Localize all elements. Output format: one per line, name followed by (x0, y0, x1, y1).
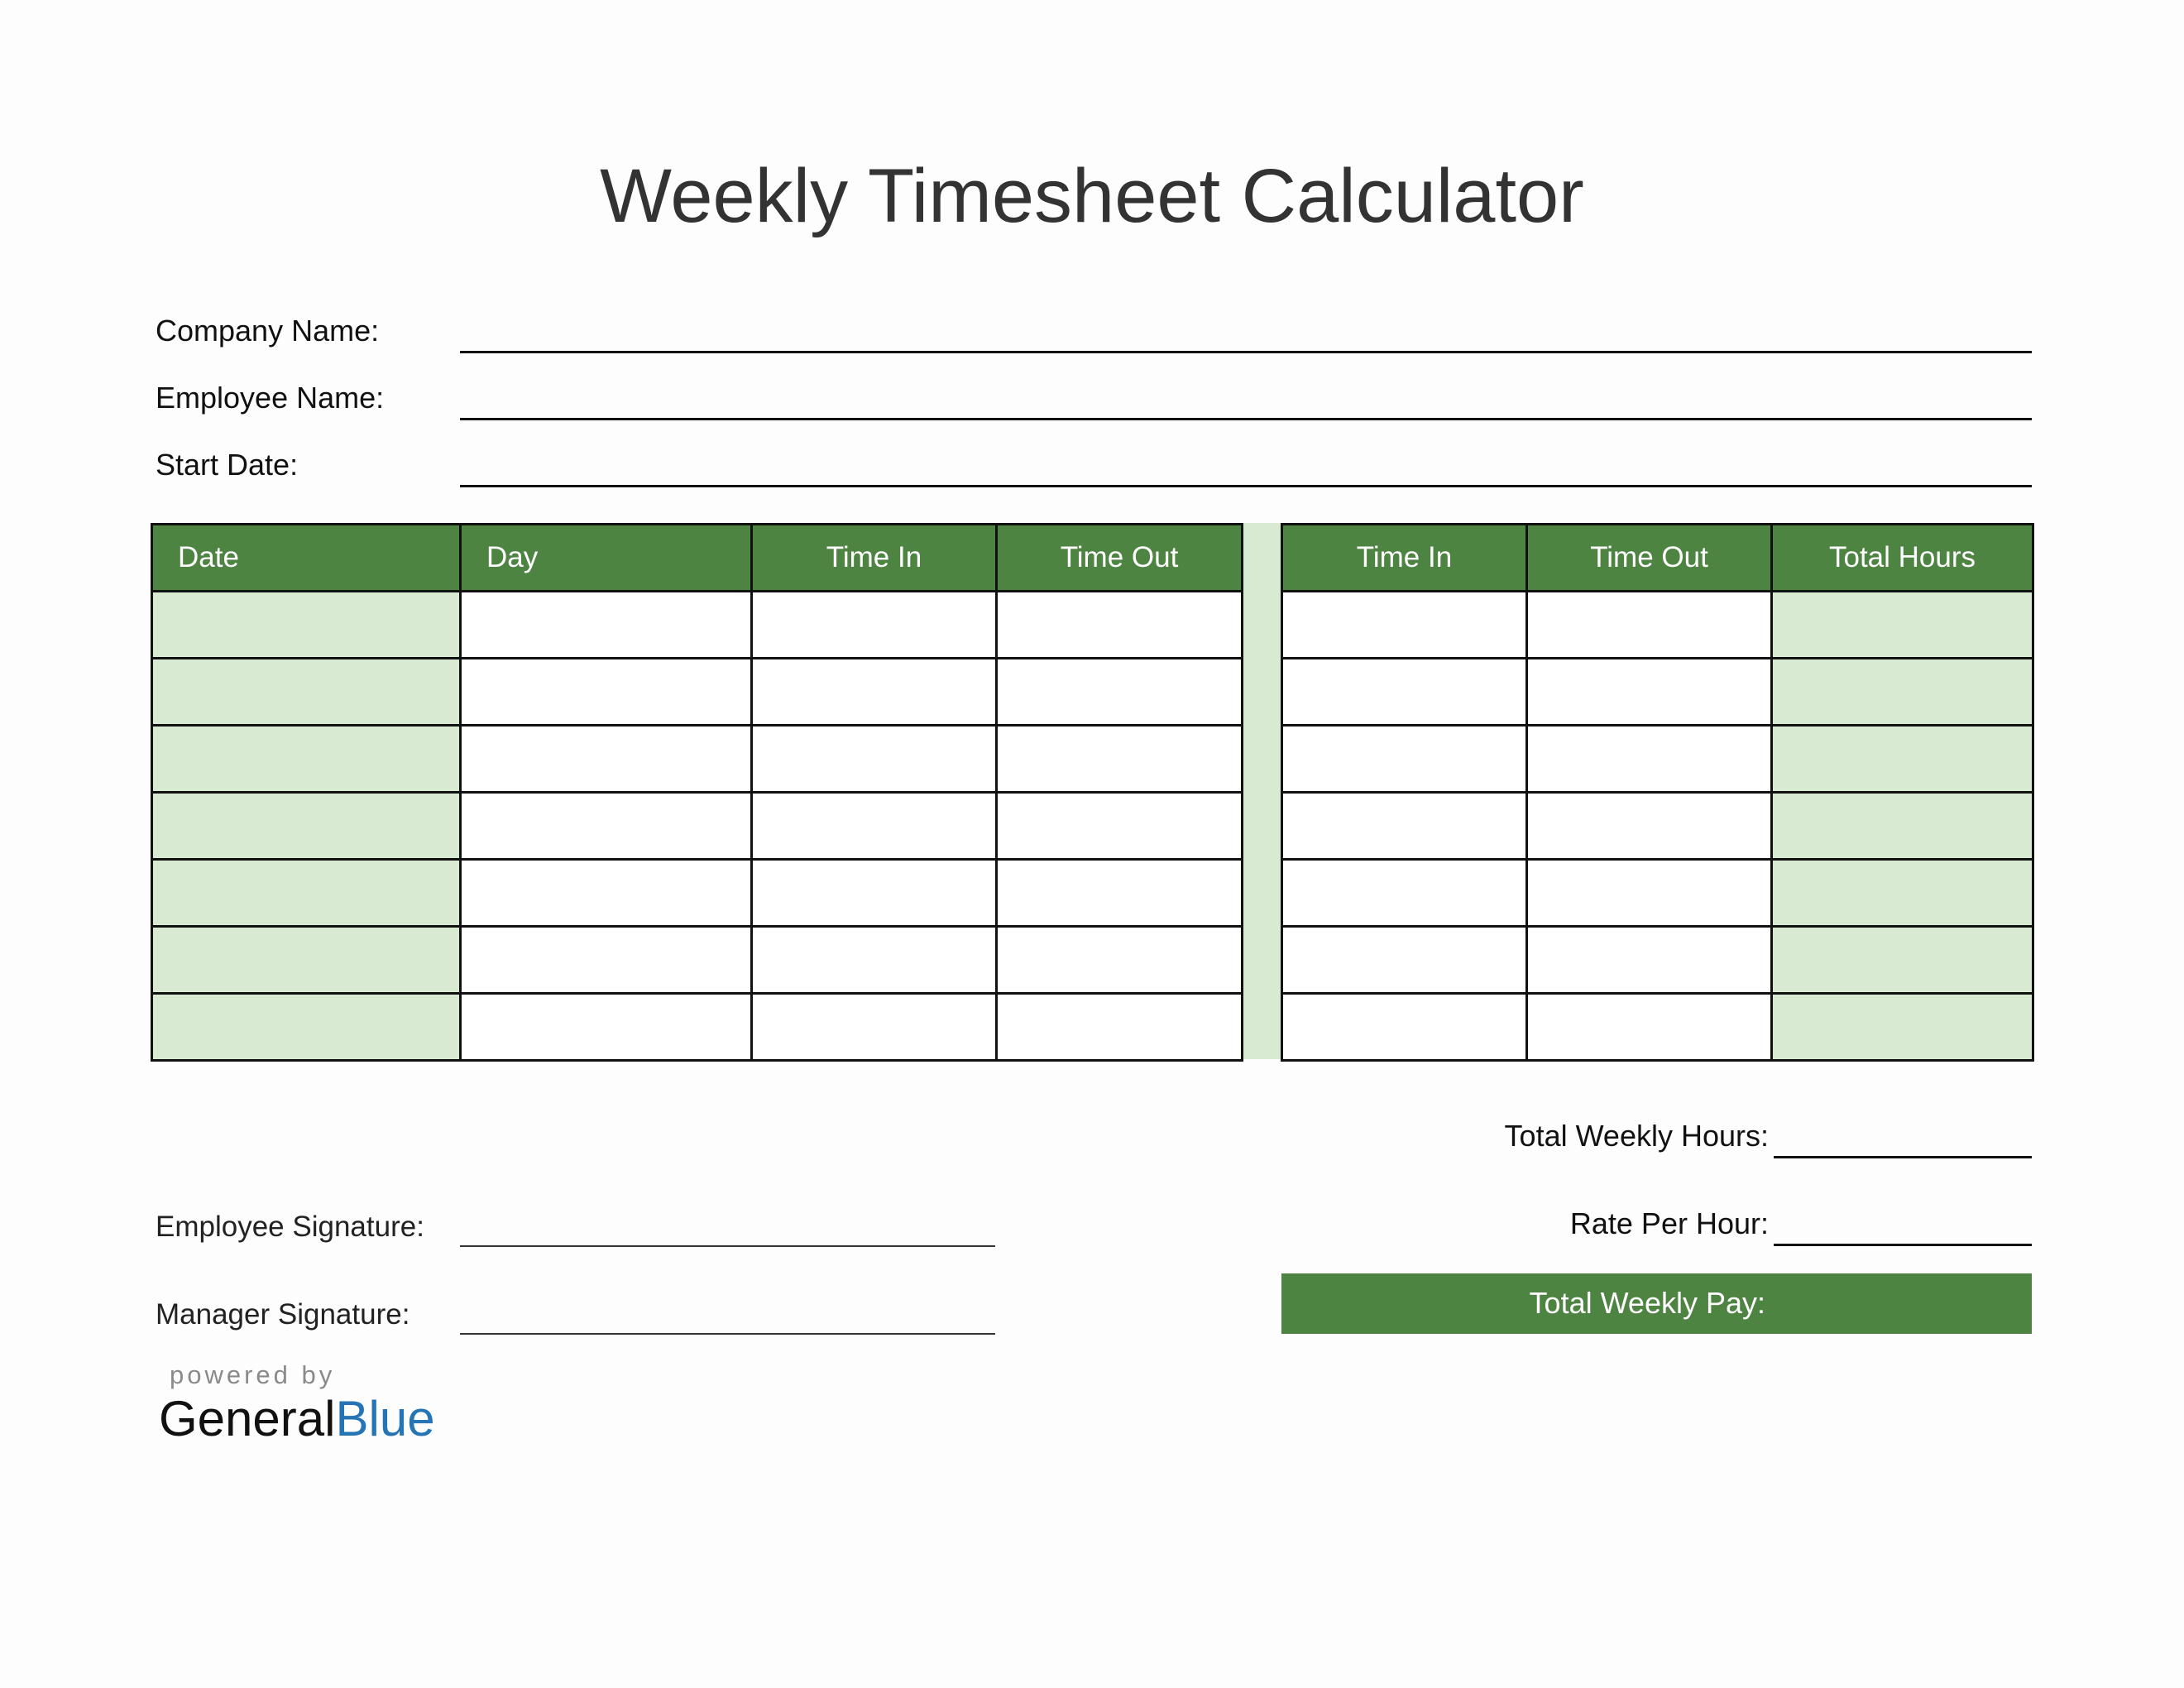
table-row (1282, 927, 2033, 994)
table-row (152, 994, 1243, 1061)
table-row (1282, 659, 2033, 726)
manager-signature-field[interactable] (460, 1333, 995, 1335)
start-date-row (156, 446, 2032, 487)
time-in-cell[interactable] (752, 726, 997, 793)
table-row (1282, 994, 2033, 1061)
time-out-cell[interactable] (1527, 659, 1772, 726)
table-row (152, 659, 1243, 726)
day-cell[interactable] (461, 592, 752, 659)
total-hours-cell[interactable] (1772, 860, 2033, 927)
time-out-cell[interactable] (1527, 927, 1772, 994)
company-name-field[interactable] (460, 351, 2032, 353)
start-date-label: Start Date: (156, 448, 299, 482)
time-out-cell[interactable] (1527, 592, 1772, 659)
start-date-field[interactable] (460, 485, 2032, 487)
logo-text-general: General (159, 1391, 336, 1446)
table-gap-divider (1241, 523, 1281, 1059)
time-out-cell[interactable] (997, 726, 1243, 793)
employee-signature-row (156, 1206, 995, 1247)
table-header-row (152, 525, 1243, 592)
employee-name-row (156, 379, 2032, 420)
timesheet-table-right (1281, 523, 2034, 1062)
table-row (152, 927, 1243, 994)
time-in-cell[interactable] (1282, 659, 1527, 726)
col-header-date: Date (152, 525, 461, 592)
time-in-cell[interactable] (1282, 860, 1527, 927)
time-out-cell[interactable] (997, 927, 1243, 994)
page-title: Weekly Timesheet Calculator (600, 154, 1584, 238)
time-out-cell[interactable] (997, 994, 1243, 1061)
time-out-cell[interactable] (997, 659, 1243, 726)
time-out-cell[interactable] (997, 860, 1243, 927)
generalblue-logo (159, 1390, 435, 1447)
time-out-cell[interactable] (997, 592, 1243, 659)
date-cell[interactable] (152, 659, 461, 726)
col-header-day: Day (461, 525, 752, 592)
time-in-cell[interactable] (752, 793, 997, 860)
col-header-time-out-2: Time Out (1527, 525, 1772, 592)
total-weekly-pay-label: Total Weekly Pay: (1529, 1286, 1765, 1320)
total-weekly-hours-label: Total Weekly Hours: (1504, 1119, 1769, 1153)
time-in-cell[interactable] (1282, 994, 1527, 1061)
time-in-cell[interactable] (752, 994, 997, 1061)
total-weekly-pay-bar[interactable] (1281, 1273, 2032, 1334)
time-out-cell[interactable] (1527, 860, 1772, 927)
total-hours-cell[interactable] (1772, 659, 2033, 726)
time-out-cell[interactable] (1527, 793, 1772, 860)
time-out-cell[interactable] (997, 793, 1243, 860)
time-in-cell[interactable] (1282, 927, 1527, 994)
company-name-label: Company Name: (156, 314, 380, 348)
time-in-cell[interactable] (752, 860, 997, 927)
col-header-total-hours: Total Hours (1772, 525, 2033, 592)
table-row (152, 793, 1243, 860)
col-header-time-in-2: Time In (1282, 525, 1527, 592)
table-row (1282, 860, 2033, 927)
employee-signature-field[interactable] (460, 1245, 995, 1247)
time-in-cell[interactable] (752, 659, 997, 726)
date-cell[interactable] (152, 726, 461, 793)
day-cell[interactable] (461, 726, 752, 793)
employee-signature-label: Employee Signature: (156, 1211, 424, 1243)
rate-per-hour-row (1281, 1205, 2032, 1246)
time-out-cell[interactable] (1527, 726, 1772, 793)
date-cell[interactable] (152, 793, 461, 860)
col-header-time-out: Time Out (997, 525, 1243, 592)
rate-per-hour-field[interactable] (1774, 1244, 2032, 1246)
manager-signature-row (156, 1293, 995, 1335)
time-in-cell[interactable] (752, 927, 997, 994)
table-row (152, 860, 1243, 927)
date-cell[interactable] (152, 994, 461, 1061)
total-weekly-hours-row (1281, 1117, 2032, 1158)
day-cell[interactable] (461, 659, 752, 726)
rate-per-hour-label: Rate Per Hour: (1569, 1206, 1769, 1240)
table-header-row (1282, 525, 2033, 592)
col-header-time-in: Time In (752, 525, 997, 592)
company-name-row (156, 312, 2032, 353)
table-row (152, 726, 1243, 793)
total-hours-cell[interactable] (1772, 793, 2033, 860)
total-hours-cell[interactable] (1772, 994, 2033, 1061)
time-in-cell[interactable] (1282, 793, 1527, 860)
total-hours-cell[interactable] (1772, 592, 2033, 659)
time-in-cell[interactable] (752, 592, 997, 659)
total-weekly-hours-field[interactable] (1774, 1156, 2032, 1158)
employee-name-label: Employee Name: (156, 381, 385, 415)
day-cell[interactable] (461, 927, 752, 994)
time-out-cell[interactable] (1527, 994, 1772, 1061)
employee-name-field[interactable] (460, 418, 2032, 420)
manager-signature-label: Manager Signature: (156, 1298, 410, 1331)
powered-by-text: powered by (170, 1360, 336, 1389)
date-cell[interactable] (152, 592, 461, 659)
day-cell[interactable] (461, 793, 752, 860)
date-cell[interactable] (152, 927, 461, 994)
logo-text-blue: Blue (335, 1391, 435, 1446)
day-cell[interactable] (461, 860, 752, 927)
timesheet-table-left (151, 523, 1243, 1062)
table-row (1282, 592, 2033, 659)
date-cell[interactable] (152, 860, 461, 927)
total-hours-cell[interactable] (1772, 927, 2033, 994)
table-row (1282, 726, 2033, 793)
total-hours-cell[interactable] (1772, 726, 2033, 793)
table-row (152, 592, 1243, 659)
time-in-cell[interactable] (1282, 592, 1527, 659)
table-row (1282, 793, 2033, 860)
day-cell[interactable] (461, 994, 752, 1061)
time-in-cell[interactable] (1282, 726, 1527, 793)
